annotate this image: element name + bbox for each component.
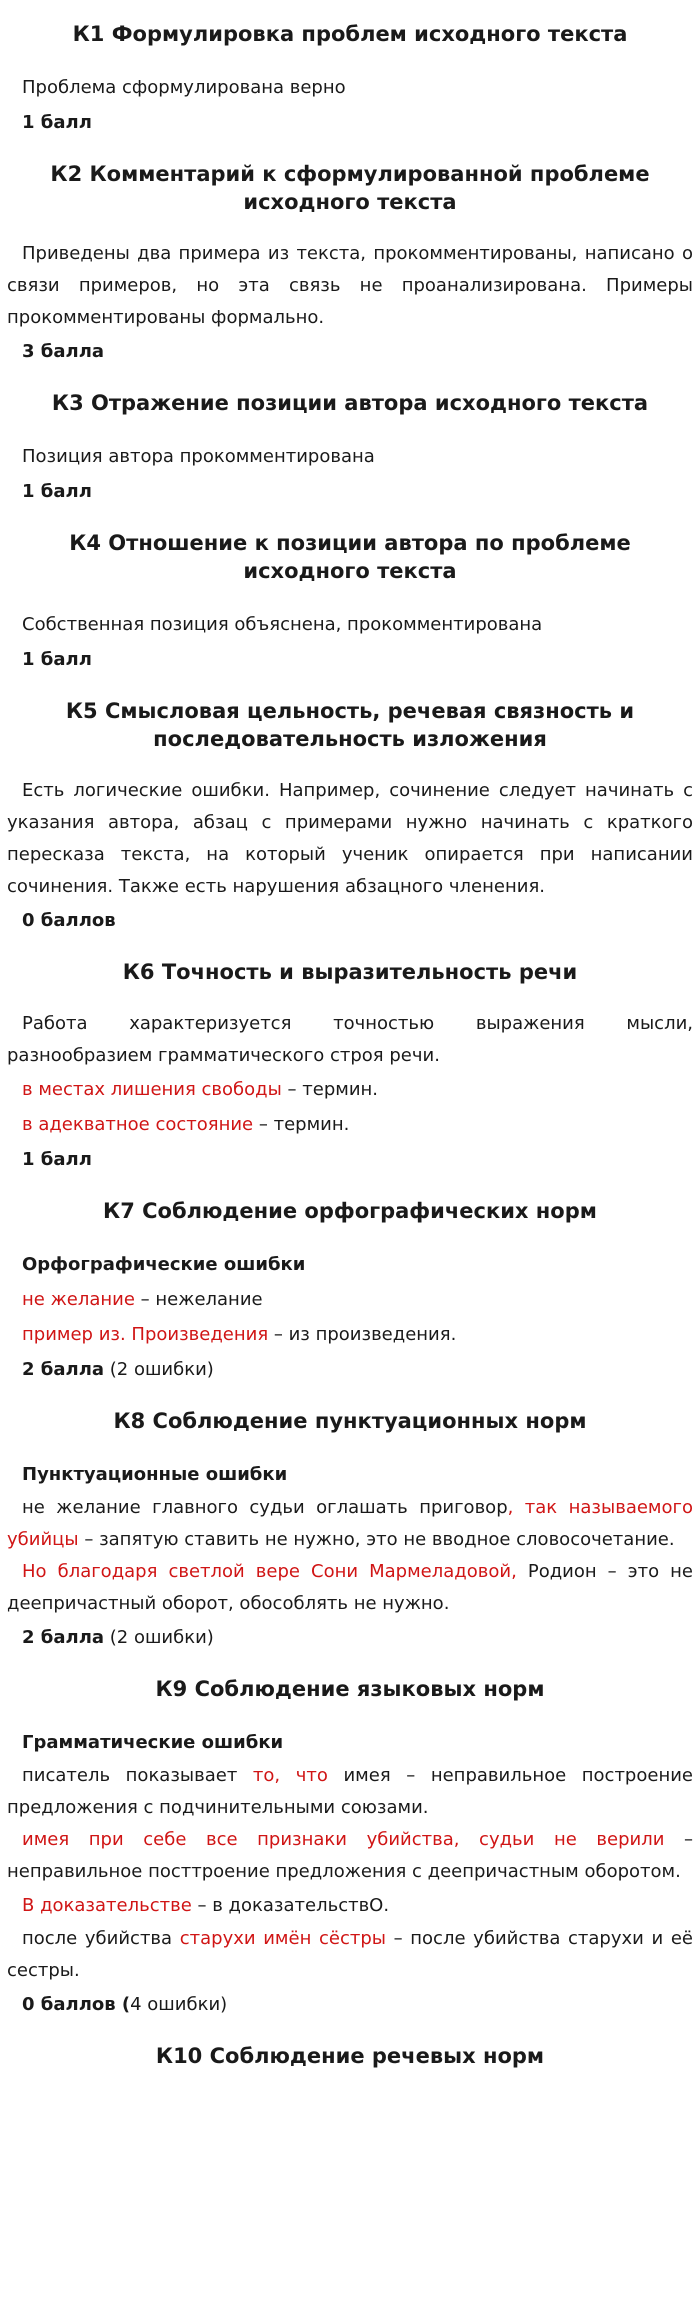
section-title: К9 Соблюдение языковых норм bbox=[155, 1677, 545, 1701]
section-title: К10 Соблюдение речевых норм bbox=[155, 2044, 545, 2068]
section-title: К5 Смысловая цельность, речевая связность и последовательность изложения bbox=[65, 699, 635, 751]
error-fragment: то, что bbox=[252, 1765, 328, 1786]
error-fragment: старухи имён сёстры bbox=[179, 1928, 386, 1949]
correction-text: – из произведения. bbox=[268, 1324, 457, 1345]
score bbox=[7, 1352, 693, 1387]
error-fragment: пример из. Произведения bbox=[22, 1324, 269, 1345]
section-title: К8 Соблюдение пунктуационных норм bbox=[113, 1409, 587, 1433]
section-k1 bbox=[7, 0, 693, 140]
section-k8 bbox=[7, 1387, 693, 1655]
error-item bbox=[7, 1556, 693, 1620]
context-text: не желание главного судьи оглашать приговор bbox=[22, 1497, 508, 1518]
error-item bbox=[7, 1282, 693, 1317]
correction-text: – нежелание bbox=[134, 1289, 263, 1310]
correction-text: – термин. bbox=[281, 1079, 379, 1100]
error-fragment: В доказательстве bbox=[22, 1895, 192, 1916]
section-k10 bbox=[7, 2022, 693, 2092]
correction-text: – в доказательствО. bbox=[191, 1895, 390, 1916]
error-fragment: не желание bbox=[22, 1289, 135, 1310]
subheading: Грамматические ошибки bbox=[22, 1732, 284, 1753]
comment-text: Работа характеризуется точностью выражения мысли, разнообразием грамматического строя речи. bbox=[7, 1013, 693, 1066]
comment-text: Собственная позиция объяснена, прокомментирована bbox=[22, 614, 543, 635]
comment-text: Позиция автора прокомментирована bbox=[22, 446, 375, 467]
section-title: К4 Отношение к позиции автора по проблеме исходного текста bbox=[69, 531, 631, 583]
error-item bbox=[7, 1492, 693, 1556]
error-item bbox=[7, 1760, 693, 1824]
score: 1 балл bbox=[22, 649, 92, 670]
error-fragment: в местах лишения свободы bbox=[22, 1079, 282, 1100]
subheading: Орфографические ошибки bbox=[22, 1254, 306, 1275]
context-text: писатель показывает bbox=[22, 1765, 253, 1786]
score bbox=[7, 1987, 693, 2022]
section-title: К2 Комментарий к сформулированной проблеме исходного текста bbox=[50, 162, 650, 214]
correction-text: – запятую ставить не нужно, это не вводное словосочетание. bbox=[78, 1529, 675, 1550]
error-item bbox=[7, 1824, 693, 1888]
section-k4 bbox=[7, 509, 693, 677]
section-title: К3 Отражение позиции автора исходного текста bbox=[51, 391, 649, 415]
section-title: К7 Соблюдение орфографических норм bbox=[103, 1199, 597, 1223]
score bbox=[7, 1620, 693, 1655]
score-value: 2 балла bbox=[22, 1359, 105, 1380]
section-k3 bbox=[7, 369, 693, 509]
error-item bbox=[7, 1107, 693, 1142]
score-note: (2 ошибки) bbox=[104, 1359, 214, 1380]
correction-text: – неправильное посттроение предложения с деепричастным оборотом. bbox=[7, 1829, 693, 1882]
correction-text: Родион – это не деепричастный оборот, обособлять не нужно. bbox=[7, 1561, 693, 1614]
comment-text: Есть логические ошибки. Например, сочинение следует начинать с указания автора, абзац с примерами нужно начинать с краткого пересказа текста, на который ученик опирается при написании сочинения. Также есть нарушения абзацного членения. bbox=[7, 780, 693, 897]
comment-text: Проблема сформулирована верно bbox=[22, 77, 346, 98]
section-k7 bbox=[7, 1177, 693, 1387]
error-fragment: имея при себе все признаки убийства, судьи не верили bbox=[22, 1829, 665, 1850]
score: 1 балл bbox=[22, 1149, 92, 1170]
score-value: 0 баллов ( bbox=[22, 1994, 131, 2015]
section-k5 bbox=[7, 677, 693, 938]
score-note: 4 ошибки) bbox=[130, 1994, 228, 2015]
comment-text: Приведены два примера из текста, прокомментированы, написано о связи примеров, но эта связь не проанализирована. Примеры прокомментированы формально. bbox=[7, 243, 693, 328]
section-title: К6 Точность и выразительность речи bbox=[122, 960, 578, 984]
score: 1 балл bbox=[22, 481, 92, 502]
error-item bbox=[7, 1317, 693, 1352]
correction-text: – после убийства старухи и её сестры. bbox=[7, 1928, 693, 1981]
section-k9 bbox=[7, 1655, 693, 2022]
error-fragment: Но благодаря светлой вере Сони Мармеладовой, bbox=[22, 1561, 517, 1582]
section-k6 bbox=[7, 938, 693, 1177]
subheading: Пунктуационные ошибки bbox=[22, 1464, 288, 1485]
error-fragment: , так называемого убийцы bbox=[7, 1497, 693, 1550]
section-k2 bbox=[7, 140, 693, 369]
score-note: (2 ошибки) bbox=[104, 1627, 214, 1648]
error-item bbox=[7, 1923, 693, 1987]
score-value: 2 балла bbox=[22, 1627, 105, 1648]
section-title: К1 Формулировка проблем исходного текста bbox=[72, 22, 628, 46]
score: 3 балла bbox=[22, 341, 105, 362]
context-text: после убийства bbox=[22, 1928, 180, 1949]
error-item bbox=[7, 1888, 693, 1923]
score: 1 балл bbox=[22, 112, 92, 133]
correction-text: – термин. bbox=[253, 1114, 350, 1135]
score: 0 баллов bbox=[22, 910, 116, 931]
error-fragment: в адекватное состояние bbox=[22, 1114, 254, 1135]
correction-text: имея – неправильное построение предложения с подчинительными союзами. bbox=[7, 1765, 693, 1818]
error-item bbox=[7, 1072, 693, 1107]
